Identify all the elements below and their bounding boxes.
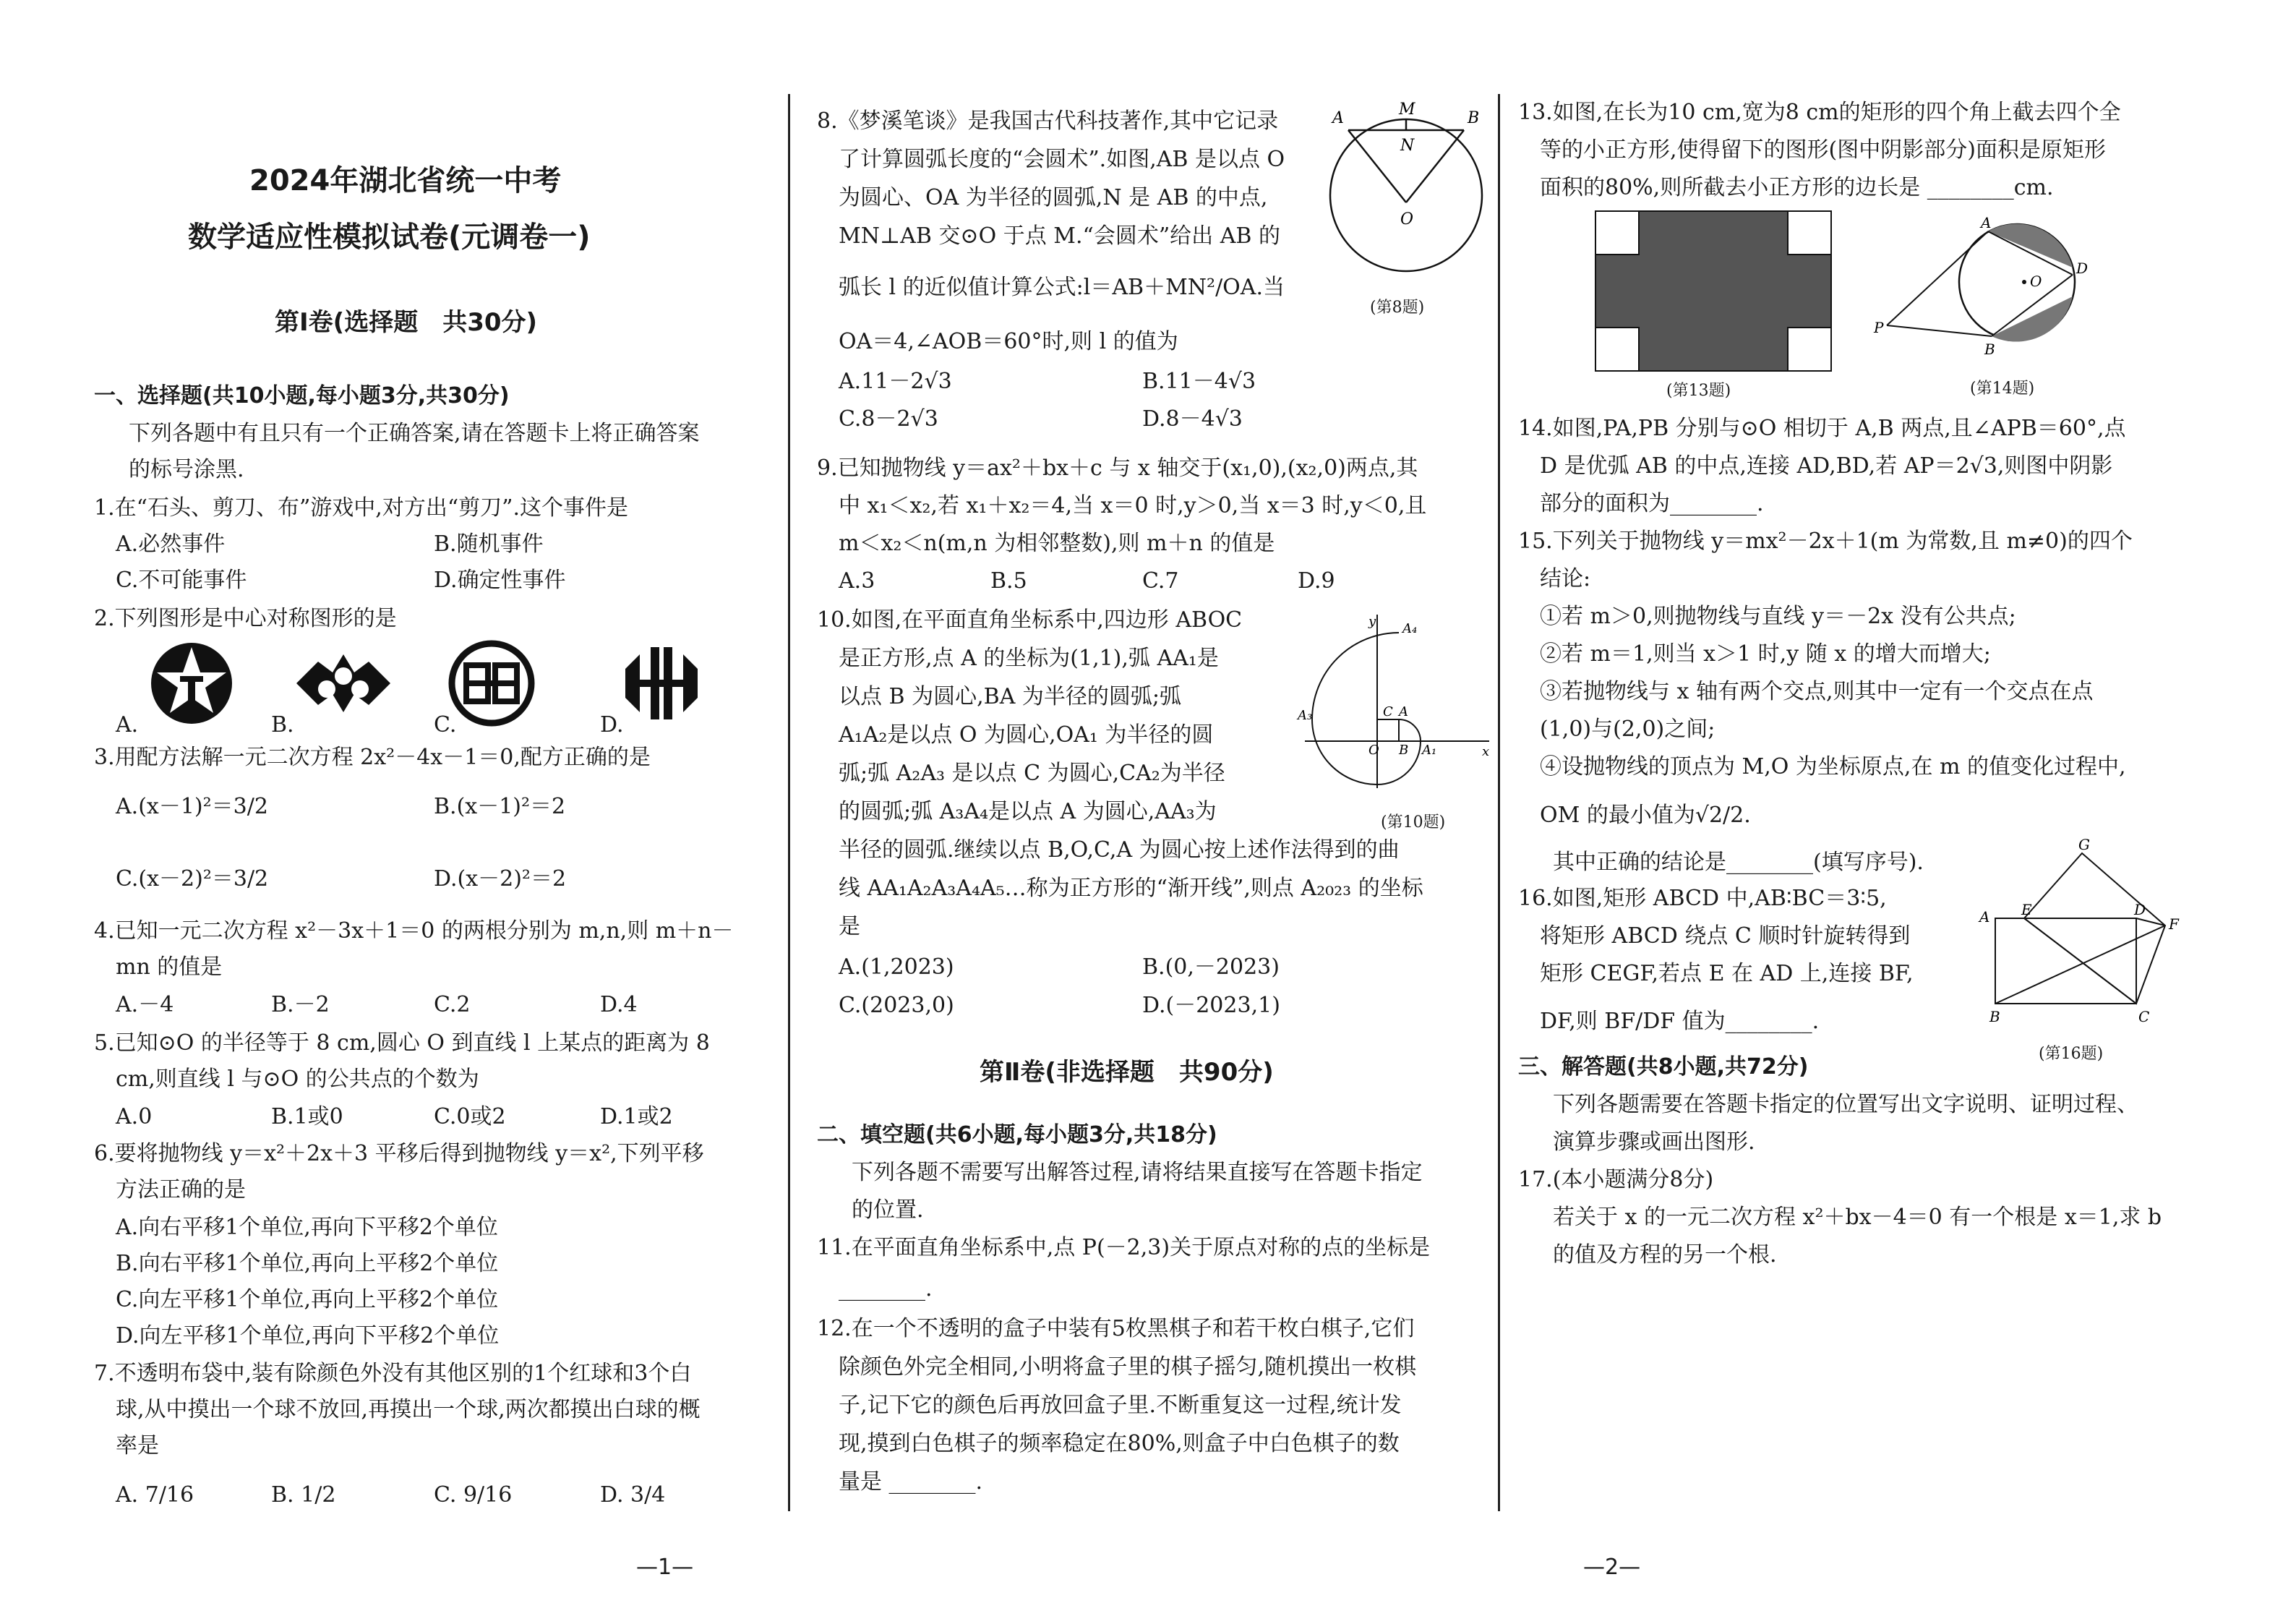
- q5-option-b[interactable]: B.1或0: [271, 1104, 343, 1129]
- question-7-cont: 球,从中摸出一个球不放回,再摸出一个球,两次都摸出白球的概: [116, 1397, 701, 1422]
- q8-circle-figure: [1319, 101, 1493, 282]
- svg-text:A: A: [1979, 908, 1990, 926]
- question-4-cont: mn 的值是: [116, 954, 223, 980]
- svg-text:O: O: [1368, 743, 1379, 758]
- svg-text:A₃: A₃: [1298, 708, 1313, 723]
- svg-text:N: N: [1400, 137, 1415, 155]
- question-8-cont: MN⊥AB 交⊙O 于点 M.“会圆术”给出 AB 的: [839, 223, 1280, 249]
- section-2-heading: 二、填空题(共6小题,每小题3分,共18分): [817, 1122, 1217, 1148]
- exam-title: 2024年湖北省统一中考: [249, 164, 562, 197]
- question-8-cont: OA＝4,∠AOB＝60°时,则 l 的值为: [839, 329, 1178, 354]
- question-9-cont: m＜x₂＜n(m,n 为相邻整数),则 m＋n 的值是: [839, 531, 1275, 556]
- question-3: 3.用配方法解一元二次方程 2x²－4x－1＝0,配方正确的是: [94, 745, 651, 770]
- svg-text:C: C: [1383, 704, 1393, 719]
- q10-option-a[interactable]: A.(1,2023): [839, 954, 954, 980]
- svg-text:A: A: [1981, 214, 1992, 231]
- question-10-cont: 是正方形,点 A 的坐标为(1,1),弧 AA₁是: [839, 646, 1219, 671]
- q15-statement-3: ③若抛物线与 x 轴有两个交点,则其中一定有一个交点在点: [1540, 679, 2094, 704]
- question-6-cont: 方法正确的是: [116, 1177, 246, 1202]
- q14-tangent-figure: [1865, 214, 2096, 376]
- q6-option-d[interactable]: D.向左平移1个单位,再向下平移2个单位: [116, 1323, 500, 1349]
- section-1-desc: 下列各题中有且只有一个正确答案,请在答题卡上将正确答案: [129, 421, 700, 446]
- q1-option-c[interactable]: C.不可能事件: [116, 568, 247, 593]
- svg-text:D: D: [2076, 260, 2089, 277]
- svg-text:P: P: [1874, 319, 1884, 336]
- q7-option-c[interactable]: C. 9/16: [434, 1482, 513, 1508]
- exam-subtitle: 数学适应性模拟试卷(元调卷一): [188, 221, 591, 254]
- q13-caption: (第13题): [1666, 382, 1731, 400]
- circle-character-icon: [448, 640, 535, 727]
- question-10-cont: 的圆弧;弧 A₃A₄是以点 A 为圆心,AA₃为: [839, 799, 1217, 824]
- q15-statement-1: ①若 m＞0,则抛物线与直线 y＝－2x 没有公共点;: [1540, 604, 2016, 629]
- section-2-desc: 下列各题不需要写出解答过程,请将结果直接写在答题卡指定: [852, 1160, 1423, 1185]
- q16-rotated-rectangle-figure: [1966, 836, 2183, 1030]
- q2-option-a[interactable]: A.: [116, 712, 139, 738]
- q5-option-c[interactable]: C.0或2: [434, 1104, 506, 1129]
- question-13: 13.如图,在长为10 cm,宽为8 cm的矩形的四个角上截去四个全: [1518, 100, 2121, 125]
- question-7: 7.不透明布袋中,装有除颜色外没有其他区别的1个红球和3个白: [94, 1361, 692, 1386]
- q11-answer-blank[interactable]: ________.: [839, 1276, 933, 1302]
- q15-statement-2: ②若 m＝1,则当 x＞1 时,y 随 x 的增大而增大;: [1540, 641, 1991, 667]
- q10-option-d[interactable]: D.(－2023,1): [1142, 993, 1280, 1018]
- question-17-cont: 若关于 x 的一元二次方程 x²＋bx－4＝0 有一个根是 x＝1,求 b: [1553, 1205, 2162, 1230]
- question-8: 8.《梦溪笔谈》是我国古代科技著作,其中它记录: [817, 108, 1279, 134]
- section-3-heading: 三、解答题(共8小题,共72分): [1518, 1054, 1809, 1080]
- question-5-cont: cm,则直线 l 与⊙O 的公共点的个数为: [116, 1067, 479, 1092]
- q8-option-d[interactable]: D.8－4√3: [1142, 406, 1243, 432]
- svg-text:B: B: [1399, 743, 1409, 758]
- question-10-cont: 是: [839, 914, 860, 939]
- q8-caption: (第8题): [1370, 299, 1425, 317]
- svg-text:O: O: [1400, 210, 1414, 228]
- q6-option-a[interactable]: A.向右平移1个单位,再向下平移2个单位: [116, 1215, 498, 1240]
- question-12: 12.在一个不透明的盒子中装有5枚黑棋子和若干枚白棋子,它们: [817, 1316, 1415, 1341]
- q2-option-b[interactable]: B.: [271, 712, 294, 738]
- question-10-cont: 弧;弧 A₂A₃ 是以点 C 为圆心,CA₂为半径: [839, 761, 1225, 786]
- question-8-cont: 弧长 l 的近似值计算公式:l＝AB＋MN²/OA.当: [839, 275, 1285, 300]
- svg-text:A: A: [1332, 109, 1344, 127]
- svg-text:y: y: [1368, 614, 1376, 629]
- question-16-cont: DF,则 BF/DF 值为________.: [1540, 1009, 1820, 1034]
- q2-option-c[interactable]: C.: [434, 712, 457, 738]
- question-13-cont: 面积的80%,则所截去小正方形的边长是 ________cm.: [1540, 175, 2054, 200]
- question-16-cont: 矩形 CEGF,若点 E 在 AD 上,连接 BF,: [1540, 961, 1914, 986]
- question-12-cont: 除颜色外完全相同,小明将盒子里的棋子摇匀,随机摸出一枚棋: [839, 1354, 1417, 1380]
- q4-option-b[interactable]: B.－2: [271, 992, 330, 1017]
- q4-option-c[interactable]: C.2: [434, 992, 471, 1017]
- q15-statement-3-cont: (1,0)与(2,0)之间;: [1540, 717, 1715, 742]
- question-4: 4.已知一元二次方程 x²－3x＋1＝0 的两根分别为 m,n,则 m＋n－: [94, 918, 734, 944]
- question-10-cont: 半径的圆弧.继续以点 B,O,C,A 为圆心按上述作法得到的曲: [839, 837, 1400, 863]
- svg-text:A₁: A₁: [1422, 743, 1437, 758]
- section-3-desc: 下列各题需要在答题卡指定的位置写出文字说明、证明过程、: [1553, 1092, 2138, 1117]
- q10-caption: (第10题): [1381, 813, 1446, 832]
- q7-option-a[interactable]: A. 7/16: [116, 1482, 194, 1508]
- question-16: 16.如图,矩形 ABCD 中,AB∶BC＝3∶5,: [1518, 886, 1887, 911]
- q8-option-c[interactable]: C.8－2√3: [839, 406, 938, 432]
- q9-option-a[interactable]: A.3: [839, 568, 875, 594]
- q6-option-b[interactable]: B.向右平移1个单位,再向上平移2个单位: [116, 1251, 499, 1276]
- question-15: 15.下列关于抛物线 y＝mx²－2x＋1(m 为常数,且 m≠0)的四个: [1518, 529, 2133, 554]
- column-2: [817, 0, 1511, 1624]
- q10-option-c[interactable]: C.(2023,0): [839, 993, 954, 1018]
- bank-logo-icon: [611, 640, 712, 727]
- q6-option-c[interactable]: C.向左平移1个单位,再向上平移2个单位: [116, 1287, 499, 1312]
- q1-option-d[interactable]: D.确定性事件: [434, 568, 566, 593]
- q14-caption: (第14题): [1970, 380, 2035, 398]
- question-15-cont: 结论:: [1540, 566, 1591, 591]
- q7-option-b[interactable]: B. 1/2: [271, 1482, 336, 1508]
- q16-caption: (第16题): [2039, 1045, 2104, 1063]
- question-11: 11.在平面直角坐标系中,点 P(－2,3)关于原点对称的点的坐标是: [817, 1235, 1431, 1260]
- q5-option-a[interactable]: A.0: [116, 1104, 153, 1129]
- question-13-cont: 等的小正方形,使得留下的图形(图中阴影部分)面积是原矩形: [1540, 137, 2106, 163]
- svg-text:B: B: [1989, 1008, 2000, 1025]
- q9-option-d[interactable]: D.9: [1298, 568, 1335, 594]
- column-divider: [788, 94, 790, 1511]
- svg-text:O: O: [2030, 273, 2042, 290]
- q8-option-b[interactable]: B.11－4√3: [1142, 369, 1256, 394]
- svg-text:G: G: [2078, 836, 2090, 853]
- question-12-cont: 现,摸到白色棋子的频率稳定在80%,则盒子中白色棋子的数: [839, 1431, 1400, 1456]
- question-14-cont: 部分的面积为________.: [1540, 491, 1764, 516]
- question-10-cont: A₁A₂是以点 O 为圆心,OA₁ 为半径的圆: [839, 722, 1214, 748]
- question-9-cont: 中 x₁＜x₂,若 x₁＋x₂＝4,当 x＝0 时,y＞0,当 x＝3 时,y＜0,且: [839, 493, 1427, 518]
- q15-statement-4: ④设抛物线的顶点为 M,O 为坐标原点,在 m 的值变化过程中,: [1540, 754, 2126, 779]
- svg-text:A: A: [1399, 704, 1408, 719]
- part-1-heading: 第Ⅰ卷(选择题 共30分): [275, 308, 538, 337]
- q1-option-a[interactable]: A.必然事件: [116, 531, 226, 557]
- question-1: 1.在“石头、剪刀、布”游戏中,对方出“剪刀”.这个事件是: [94, 495, 629, 521]
- q5-option-d[interactable]: D.1或2: [600, 1104, 673, 1129]
- svg-text:E: E: [2021, 901, 2032, 918]
- svg-text:M: M: [1399, 101, 1415, 119]
- question-16-cont: 将矩形 ABCD 绕点 C 顺时针旋转得到: [1540, 923, 1911, 949]
- q10-involute-figure: [1298, 611, 1500, 792]
- section-1-desc: 的标号涂黑.: [129, 457, 244, 482]
- cloud-logo-icon: [289, 647, 398, 719]
- q15-answer-line[interactable]: 其中正确的结论是________(填写序号).: [1553, 850, 1924, 875]
- q4-option-a[interactable]: A.－4: [116, 992, 174, 1017]
- question-10: 10.如图,在平面直角坐标系中,四边形 ABOC: [817, 607, 1243, 633]
- q13-rectangle-figure: [1594, 210, 1833, 372]
- question-12-cont: 量是 ________.: [839, 1469, 983, 1495]
- part-2-heading: 第Ⅱ卷(非选择题 共90分): [980, 1058, 1274, 1087]
- question-5: 5.已知⊙O 的半径等于 8 cm,圆心 O 到直线 l 上某点的距离为 8: [94, 1030, 710, 1056]
- q8-option-a[interactable]: A.11－2√3: [839, 369, 952, 394]
- q10-option-b[interactable]: B.(0,－2023): [1142, 954, 1280, 980]
- q4-option-d[interactable]: D.4: [600, 992, 638, 1017]
- question-9: 9.已知抛物线 y＝ax²＋bx＋c 与 x 轴交于(x₁,0),(x₂,0)两点,其: [817, 456, 1418, 481]
- q3-option-c[interactable]: C.(x－2)²＝3/2: [116, 866, 269, 892]
- q3-option-b[interactable]: B.(x－1)²＝2: [434, 794, 566, 819]
- q1-option-b[interactable]: B.随机事件: [434, 531, 544, 557]
- svg-text:A₄: A₄: [1402, 621, 1418, 636]
- q9-option-c[interactable]: C.7: [1142, 568, 1179, 594]
- svg-text:D: D: [2134, 901, 2146, 918]
- section-2-desc: 的位置.: [852, 1197, 924, 1223]
- question-7-cont: 率是: [116, 1433, 159, 1458]
- question-14-cont: D 是优弧 AB 的中点,连接 AD,BD,若 AP＝2√3,则图中阴影: [1540, 453, 2113, 479]
- question-2: 2.下列图形是中心对称图形的是: [94, 606, 397, 631]
- svg-text:B: B: [1984, 341, 1995, 358]
- q3-option-d[interactable]: D.(x－2)²＝2: [434, 866, 567, 892]
- question-14: 14.如图,PA,PB 分别与⊙O 相切于 A,B 两点,且∠APB＝60°,点: [1518, 416, 2126, 441]
- star-emblem-icon: [148, 640, 235, 727]
- question-10-cont: 线 AA₁A₂A₃A₄A₅…称为正方形的“渐开线”,则点 A₂₀₂₃ 的坐标: [839, 876, 1423, 901]
- q3-option-a[interactable]: A.(x－1)²＝3/2: [116, 794, 268, 819]
- column-1: [94, 0, 788, 1624]
- q9-option-b[interactable]: B.5: [990, 568, 1027, 594]
- column-3: [1518, 0, 2198, 1624]
- question-17-cont: 的值及方程的另一个根.: [1553, 1242, 1777, 1268]
- page-number-2: —2—: [1583, 1555, 1641, 1580]
- q2-option-d[interactable]: D.: [600, 712, 624, 738]
- svg-text:C: C: [2138, 1008, 2150, 1025]
- svg-text:B: B: [1468, 109, 1480, 127]
- q7-option-d[interactable]: D. 3/4: [600, 1482, 666, 1508]
- svg-text:x: x: [1482, 744, 1490, 759]
- svg-text:F: F: [2169, 915, 2179, 933]
- page-number-1: —1—: [636, 1555, 694, 1580]
- question-12-cont: 子,记下它的颜色后再放回盒子里.不断重复这一过程,统计发: [839, 1393, 1402, 1418]
- section-3-desc: 演算步骤或画出图形.: [1553, 1129, 1755, 1155]
- question-8-cont: 为圆心、OA 为半径的圆弧,N 是 AB 的中点,: [839, 185, 1268, 210]
- question-10-cont: 以点 B 为圆心,BA 为半径的圆弧;弧: [839, 684, 1182, 709]
- question-8-cont: 了计算圆弧长度的“会圆术”.如图,AB 是以点 O: [839, 147, 1285, 172]
- question-6: 6.要将抛物线 y＝x²＋2x＋3 平移后得到抛物线 y＝x²,下列平移: [94, 1141, 704, 1166]
- q15-statement-4-cont: OM 的最小值为√2/2.: [1540, 803, 1751, 828]
- section-1-heading: 一、选择题(共10小题,每小题3分,共30分): [94, 383, 510, 409]
- question-17: 17.(本小题满分8分): [1518, 1167, 1714, 1192]
